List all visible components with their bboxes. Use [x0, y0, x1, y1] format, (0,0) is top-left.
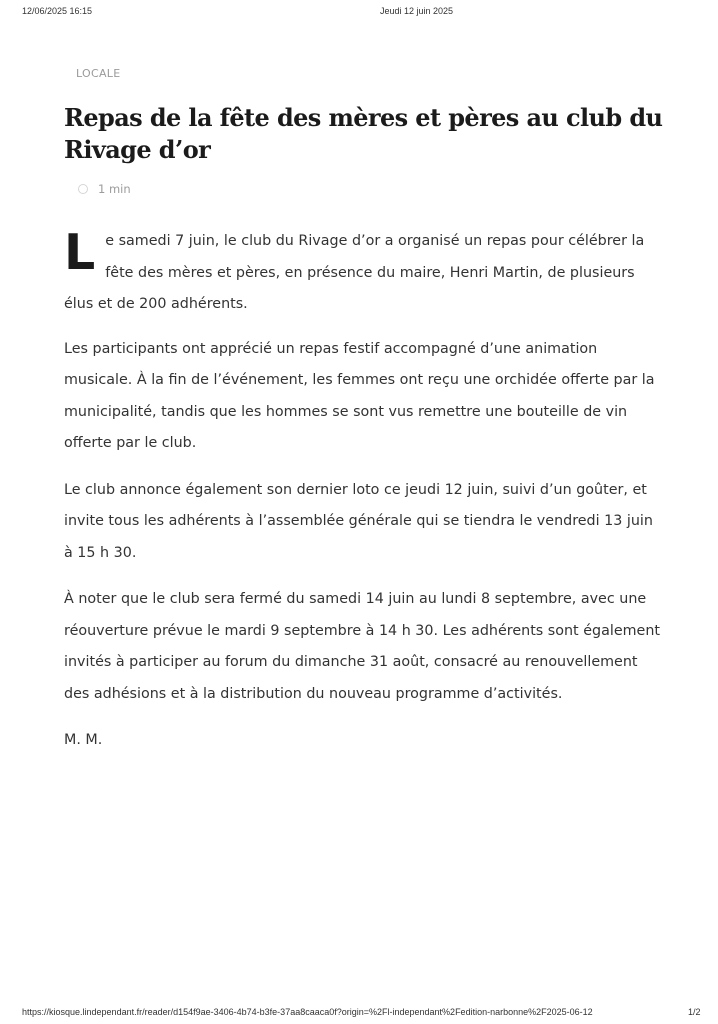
print-header [0, 6, 718, 20]
drop-cap: L [64, 224, 96, 281]
article-paragraph-2: Les participants ont apprécié un repas festif accompagné d’une animation musicale. À la fin de l’événement, les femmes ont reçu une orchidée offerte par la municipalité, tandis que les hommes se sont vus remettre une bouteille de vin offerte par le club. [64, 340, 655, 451]
article-title: Repas de la fête des mères et pères au club du Rivage d’or [64, 103, 663, 164]
read-time-label: 1 min [98, 182, 131, 196]
print-page-number: 1/2 [688, 1007, 701, 1017]
paragraph-1-text: e samedi 7 juin, le club du Rivage d’or a organisé un repas pour célébrer la fête des mères et pères, en présence du maire, Henri Martin, de plusieurs élus et de 200 adhérents. [64, 233, 645, 312]
print-date-label: Jeudi 12 juin 2025 [380, 6, 454, 16]
article-paragraph-1 [64, 226, 664, 321]
print-footer [0, 1007, 718, 1021]
article-body [64, 226, 664, 772]
article-category[interactable]: LOCALE [76, 67, 121, 80]
article-paragraph-4: À noter que le club sera fermé du samedi 14 juin au lundi 8 septembre, avec une réouverture prévue le mardi 9 septembre à 14 h 30. Les adhérents sont également invités à participer au forum du dimanche 31 août, consacré au renouvellement des adhésions et à la distribution du nouveau programme d’activités. [64, 591, 661, 702]
print-datetime: 12/06/2025 16:15 [22, 6, 93, 16]
article-signature: M. M. [64, 732, 103, 748]
article-paragraph-3: Le club annonce également son dernier loto ce jeudi 12 juin, suivi d’un goûter, et invite tous les adhérents à l’assemblée générale qui se tiendra le vendredi 13 juin à 15 h 30. [64, 481, 653, 561]
clock-icon [78, 184, 88, 194]
print-url: https://kiosque.lindependant.fr/reader/d154f9ae-3406-4b74-b3fe-37aa8caaca0f?origin=%2Fl-independant%2Fedition-narbonne%2F2025-06-12 [22, 1007, 593, 1017]
read-time [78, 182, 131, 196]
